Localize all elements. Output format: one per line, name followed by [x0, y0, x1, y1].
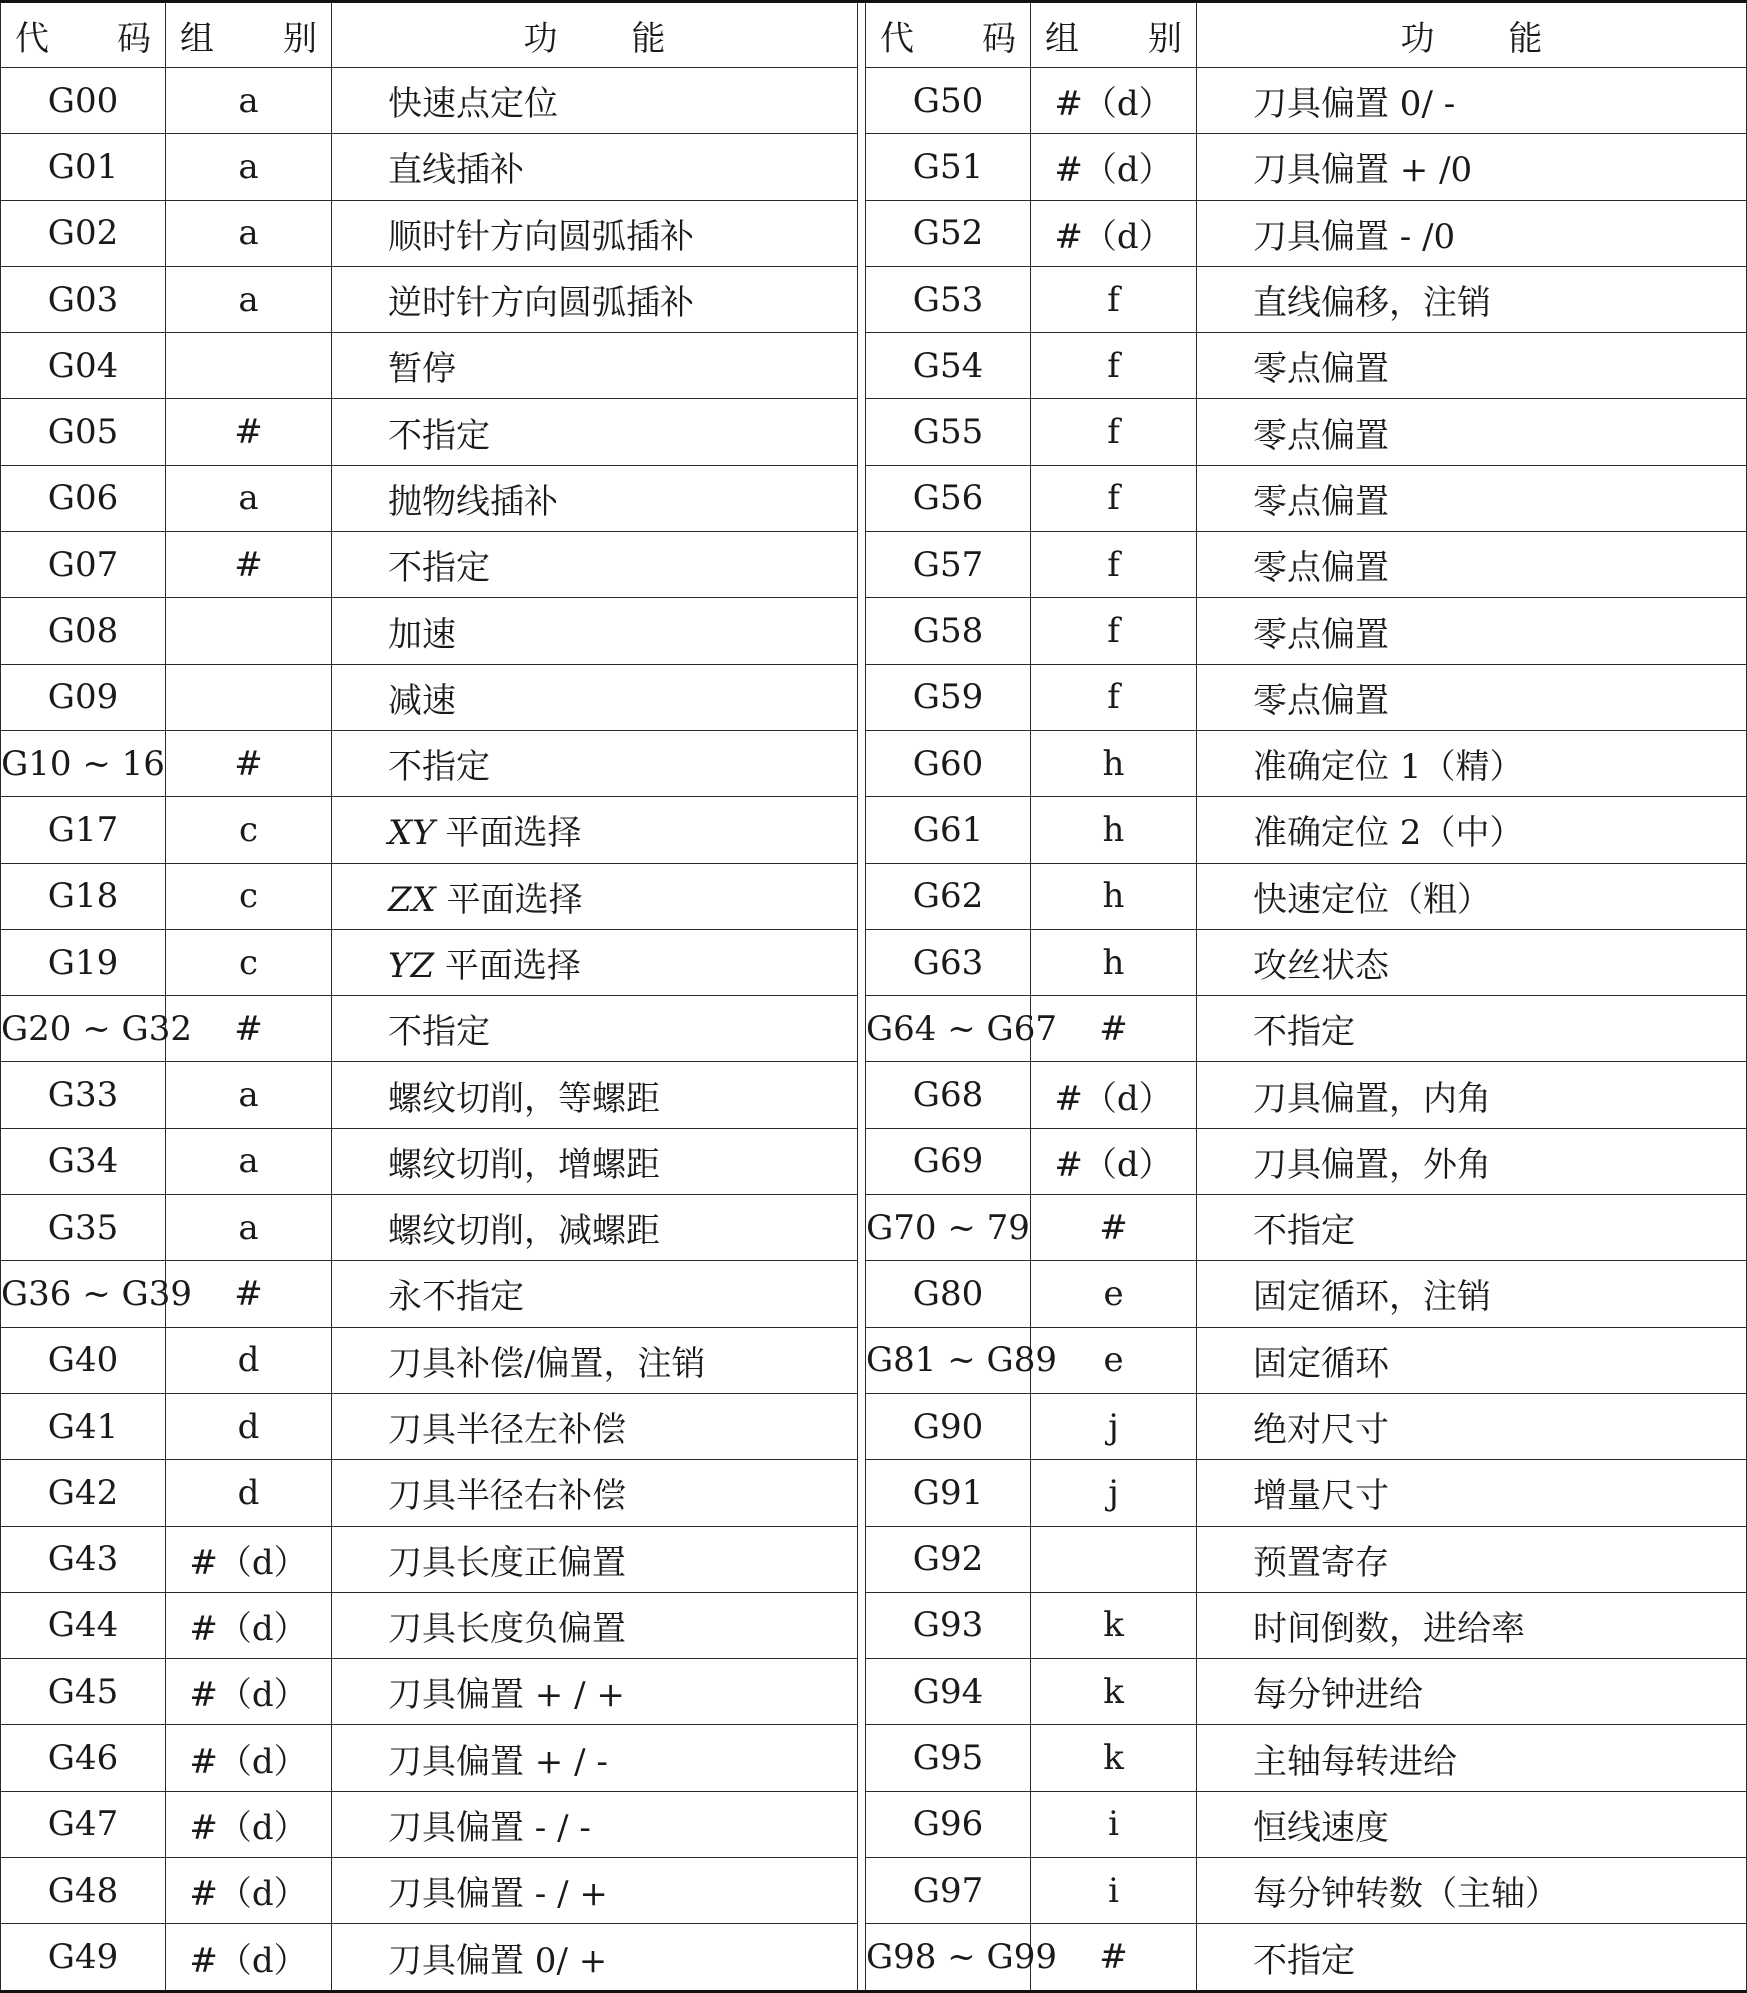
g-code-right: G57 [866, 532, 1031, 598]
header-function-right: 功 能 [1197, 2, 1747, 68]
g-code-left: G36 ~ G39 [1, 1261, 166, 1327]
function-right: 固定循环，注销 [1197, 1261, 1747, 1327]
group-left: a [166, 200, 332, 266]
g-code-left: G48 [1, 1858, 166, 1924]
group-left: #（d） [166, 1725, 332, 1791]
column-divider [858, 1460, 866, 1526]
column-divider [858, 465, 866, 531]
plane-axes: ZX [388, 879, 436, 920]
function-right: 每分钟进给 [1197, 1659, 1747, 1725]
group-right: h [1031, 929, 1197, 995]
g-code-left: G19 [1, 929, 166, 995]
function-left [332, 1062, 858, 1128]
g-code-left: G17 [1, 797, 166, 863]
function-left-text: 永不指定 [388, 1277, 524, 1318]
group-left: #（d） [166, 1659, 332, 1725]
group-left: #（d） [166, 1924, 332, 1992]
group-left: a [166, 465, 332, 531]
g-code-left: G10 ~ 16 [1, 730, 166, 796]
header-code-right: 代 码 [866, 2, 1031, 68]
column-divider [858, 1858, 866, 1924]
function-left [332, 1526, 858, 1592]
table-row [1, 68, 1747, 134]
g-code-right: G60 [866, 730, 1031, 796]
table-row [1, 532, 1747, 598]
function-right: 增量尺寸 [1197, 1460, 1747, 1526]
g-code-right: G68 [866, 1062, 1031, 1128]
group-right: # [1031, 1924, 1197, 1992]
function-right: 零点偏置 [1197, 598, 1747, 664]
g-code-left: G33 [1, 1062, 166, 1128]
function-left-text: 加速 [388, 614, 456, 655]
function-left [332, 730, 858, 796]
function-right: 不指定 [1197, 996, 1747, 1062]
table-row [1, 134, 1747, 200]
function-right: 不指定 [1197, 1924, 1747, 1992]
function-right: 零点偏置 [1197, 664, 1747, 730]
function-left-text: 刀具长度正偏置 [388, 1542, 626, 1583]
group-right: #（d） [1031, 1062, 1197, 1128]
group-right: k [1031, 1592, 1197, 1658]
group-right: j [1031, 1393, 1197, 1459]
function-left-text: 刀具半径右补偿 [388, 1476, 626, 1517]
function-left [332, 1858, 858, 1924]
function-right: 绝对尺寸 [1197, 1393, 1747, 1459]
group-left: # [166, 996, 332, 1062]
group-left: c [166, 797, 332, 863]
g-code-left: G42 [1, 1460, 166, 1526]
column-divider [858, 2, 866, 68]
g-code-left: G44 [1, 1592, 166, 1658]
function-left [332, 532, 858, 598]
function-left-text: 不指定 [388, 415, 490, 456]
g-code-right: G81 ~ G89 [866, 1327, 1031, 1393]
column-divider [858, 1195, 866, 1261]
function-right: 快速定位（粗） [1197, 863, 1747, 929]
function-left [332, 996, 858, 1062]
function-left [332, 1195, 858, 1261]
function-right: 每分钟转数（主轴） [1197, 1858, 1747, 1924]
g-code-right: G70 ~ 79 [866, 1195, 1031, 1261]
function-left-text: 刀具偏置 - / - [388, 1807, 591, 1848]
g-code-left: G47 [1, 1791, 166, 1857]
function-left [332, 797, 858, 863]
g-code-left: G34 [1, 1128, 166, 1194]
plane-axes: XY [388, 813, 435, 854]
function-right: 攻丝状态 [1197, 929, 1747, 995]
function-left-text: 直线插补 [388, 150, 524, 191]
column-divider [858, 134, 866, 200]
function-left [332, 1592, 858, 1658]
table-row [1, 1460, 1747, 1526]
group-right: f [1031, 465, 1197, 531]
g-code-right: G59 [866, 664, 1031, 730]
table-row [1, 730, 1747, 796]
table-row [1, 797, 1747, 863]
g-code-right: G94 [866, 1659, 1031, 1725]
header-function-left: 功 能 [332, 2, 858, 68]
function-left-text: 减速 [388, 680, 456, 721]
function-right: 刀具偏置，内角 [1197, 1062, 1747, 1128]
group-right: e [1031, 1261, 1197, 1327]
function-left [332, 1924, 858, 1992]
table-row [1, 1924, 1747, 1992]
g-code-left: G46 [1, 1725, 166, 1791]
plane-axes: YZ [388, 946, 435, 986]
column-divider [858, 1526, 866, 1592]
column-divider [858, 1393, 866, 1459]
group-left: #（d） [166, 1526, 332, 1592]
group-right: h [1031, 797, 1197, 863]
g-code-left: G04 [1, 333, 166, 399]
function-left [332, 200, 858, 266]
g-code-right: G97 [866, 1858, 1031, 1924]
group-left: c [166, 929, 332, 995]
function-right: 刀具偏置 + /0 [1197, 134, 1747, 200]
group-left [166, 598, 332, 664]
g-code-left: G05 [1, 399, 166, 465]
group-left: d [166, 1393, 332, 1459]
group-left: a [166, 134, 332, 200]
function-left-text: 不指定 [388, 1012, 490, 1053]
g-code-right: G62 [866, 863, 1031, 929]
table-row [1, 1858, 1747, 1924]
table-row [1, 266, 1747, 332]
g-code-right: G90 [866, 1393, 1031, 1459]
table-row [1, 996, 1747, 1062]
column-divider [858, 730, 866, 796]
function-left [332, 68, 858, 134]
g-code-left: G45 [1, 1659, 166, 1725]
g-code-right: G58 [866, 598, 1031, 664]
function-left-text: 螺纹切削，减螺距 [388, 1211, 660, 1252]
table-row [1, 399, 1747, 465]
function-right: 时间倒数，进给率 [1197, 1592, 1747, 1658]
function-right: 主轴每转进给 [1197, 1725, 1747, 1791]
function-left-text: 平面选择 [445, 813, 582, 854]
g-code-right: G53 [866, 266, 1031, 332]
column-divider [858, 1261, 866, 1327]
g-code-left: G02 [1, 200, 166, 266]
column-divider [858, 1725, 866, 1791]
header-row [1, 2, 1747, 68]
column-divider [858, 664, 866, 730]
group-left: a [166, 266, 332, 332]
column-divider [858, 929, 866, 995]
table-row [1, 1592, 1747, 1658]
group-right: # [1031, 996, 1197, 1062]
g-code-left: G00 [1, 68, 166, 134]
function-left-text: 快速点定位 [388, 84, 558, 125]
g-code-left: G07 [1, 532, 166, 598]
group-left: #（d） [166, 1791, 332, 1857]
function-left-text: 刀具偏置 + / - [388, 1741, 608, 1782]
function-left-text: 刀具半径左补偿 [388, 1410, 626, 1451]
function-left [332, 1460, 858, 1526]
group-right: j [1031, 1460, 1197, 1526]
g-code-right: G54 [866, 333, 1031, 399]
function-left [332, 1261, 858, 1327]
table-row [1, 1261, 1747, 1327]
g-code-right: G61 [866, 797, 1031, 863]
function-left-text: 刀具偏置 + / + [388, 1675, 625, 1716]
function-left-text: 平面选择 [446, 879, 583, 920]
g-code-left: G49 [1, 1924, 166, 1992]
function-left [332, 1393, 858, 1459]
function-right: 刀具偏置，外角 [1197, 1128, 1747, 1194]
g-code-right: G52 [866, 200, 1031, 266]
group-right: f [1031, 399, 1197, 465]
column-divider [858, 1128, 866, 1194]
g-code-left: G18 [1, 863, 166, 929]
table-row [1, 1393, 1747, 1459]
group-right: # [1031, 1195, 1197, 1261]
function-right: 零点偏置 [1197, 465, 1747, 531]
function-right: 恒线速度 [1197, 1791, 1747, 1857]
column-divider [858, 532, 866, 598]
function-left-text: 不指定 [388, 747, 490, 788]
function-left [332, 1725, 858, 1791]
group-right: #（d） [1031, 200, 1197, 266]
function-left [332, 266, 858, 332]
group-left: a [166, 68, 332, 134]
g-code-left: G09 [1, 664, 166, 730]
group-right: f [1031, 532, 1197, 598]
g-code-right: G92 [866, 1526, 1031, 1592]
g-code-right: G98 ~ G99 [866, 1924, 1031, 1992]
g-code-right: G50 [866, 68, 1031, 134]
group-right: f [1031, 333, 1197, 399]
function-left-text: 刀具偏置 - / + [388, 1874, 608, 1915]
group-left: #（d） [166, 1858, 332, 1924]
function-left [332, 664, 858, 730]
function-left-text: 抛物线插补 [388, 481, 558, 522]
function-left [332, 333, 858, 399]
group-right: #（d） [1031, 1128, 1197, 1194]
column-divider [858, 1592, 866, 1658]
group-left: d [166, 1327, 332, 1393]
group-right: i [1031, 1791, 1197, 1857]
table-row [1, 863, 1747, 929]
function-left-text: 刀具补偿/偏置，注销 [388, 1343, 706, 1384]
group-left: # [166, 399, 332, 465]
group-left [166, 333, 332, 399]
function-right: 直线偏移，注销 [1197, 266, 1747, 332]
column-divider [858, 1659, 866, 1725]
function-right: 刀具偏置 - /0 [1197, 200, 1747, 266]
group-right: e [1031, 1327, 1197, 1393]
g-code-left: G41 [1, 1393, 166, 1459]
function-left [332, 1327, 858, 1393]
function-left [332, 929, 858, 995]
column-divider [858, 1327, 866, 1393]
function-left [332, 465, 858, 531]
group-right: f [1031, 598, 1197, 664]
column-divider [858, 266, 866, 332]
g-code-right: G95 [866, 1725, 1031, 1791]
group-left [166, 664, 332, 730]
function-right: 准确定位 2（中） [1197, 797, 1747, 863]
g-code-left: G35 [1, 1195, 166, 1261]
function-left-text: 逆时针方向圆弧插补 [388, 283, 694, 324]
group-left: d [166, 1460, 332, 1526]
function-left-text: 顺时针方向圆弧插补 [388, 216, 694, 257]
group-left: c [166, 863, 332, 929]
g-code-right: G80 [866, 1261, 1031, 1327]
column-divider [858, 598, 866, 664]
function-left-text: 刀具偏置 0/ + [388, 1940, 608, 1981]
function-right: 不指定 [1197, 1195, 1747, 1261]
table-row [1, 1791, 1747, 1857]
g-code-left: G03 [1, 266, 166, 332]
g-code-right: G51 [866, 134, 1031, 200]
table-row [1, 1195, 1747, 1261]
group-left: #（d） [166, 1592, 332, 1658]
table-row [1, 1062, 1747, 1128]
function-left [332, 134, 858, 200]
function-right: 预置寄存 [1197, 1526, 1747, 1592]
group-right: k [1031, 1725, 1197, 1791]
table-row [1, 1327, 1747, 1393]
group-right [1031, 1526, 1197, 1592]
group-left: a [166, 1195, 332, 1261]
g-code-left: G20 ~ G32 [1, 996, 166, 1062]
group-right: i [1031, 1858, 1197, 1924]
g-code-right: G91 [866, 1460, 1031, 1526]
g-code-right: G93 [866, 1592, 1031, 1658]
column-divider [858, 399, 866, 465]
function-left-text: 暂停 [388, 349, 456, 390]
g-code-right: G63 [866, 929, 1031, 995]
function-right: 零点偏置 [1197, 399, 1747, 465]
g-code-left: G06 [1, 465, 166, 531]
column-divider [858, 797, 866, 863]
function-left [332, 1791, 858, 1857]
function-right: 零点偏置 [1197, 333, 1747, 399]
function-right: 固定循环 [1197, 1327, 1747, 1393]
group-left: # [166, 730, 332, 796]
header-group-left: 组 别 [166, 2, 332, 68]
table-row [1, 1128, 1747, 1194]
group-left: a [166, 1128, 332, 1194]
table-row [1, 1725, 1747, 1791]
function-left-text: 刀具长度负偏置 [388, 1608, 626, 1649]
table-row [1, 333, 1747, 399]
g-code-left: G43 [1, 1526, 166, 1592]
column-divider [858, 333, 866, 399]
column-divider [858, 1062, 866, 1128]
function-left [332, 399, 858, 465]
function-left-text: 不指定 [388, 548, 490, 589]
function-left [332, 863, 858, 929]
table-row [1, 929, 1747, 995]
function-right: 刀具偏置 0/ - [1197, 68, 1747, 134]
g-code-right: G64 ~ G67 [866, 996, 1031, 1062]
table-row [1, 664, 1747, 730]
function-left [332, 1659, 858, 1725]
g-code-left: G08 [1, 598, 166, 664]
function-left-text: 螺纹切削，等螺距 [388, 1078, 660, 1119]
table-row [1, 200, 1747, 266]
column-divider [858, 200, 866, 266]
table-row [1, 1526, 1747, 1592]
function-right: 零点偏置 [1197, 532, 1747, 598]
table-body [1, 68, 1747, 1992]
group-left: # [166, 1261, 332, 1327]
column-divider [858, 68, 866, 134]
column-divider [858, 1924, 866, 1992]
group-right: #（d） [1031, 134, 1197, 200]
group-left: a [166, 1062, 332, 1128]
column-divider [858, 1791, 866, 1857]
g-code-left: G01 [1, 134, 166, 200]
group-right: k [1031, 1659, 1197, 1725]
group-left: # [166, 532, 332, 598]
group-right: h [1031, 863, 1197, 929]
group-right: f [1031, 266, 1197, 332]
header-group-right: 组 别 [1031, 2, 1197, 68]
function-left-text: 平面选择 [444, 946, 581, 986]
header-code-left: 代 码 [1, 2, 166, 68]
g-code-right: G56 [866, 465, 1031, 531]
table-row [1, 598, 1747, 664]
group-right: #（d） [1031, 68, 1197, 134]
g-code-right: G96 [866, 1791, 1031, 1857]
g-code-right: G69 [866, 1128, 1031, 1194]
table-row [1, 465, 1747, 531]
function-right: 准确定位 1（精） [1197, 730, 1747, 796]
group-right: h [1031, 730, 1197, 796]
column-divider [858, 996, 866, 1062]
g-code-right: G55 [866, 399, 1031, 465]
function-left [332, 598, 858, 664]
function-left-text: 螺纹切削，增螺距 [388, 1144, 660, 1185]
table-row [1, 1659, 1747, 1725]
function-left [332, 1128, 858, 1194]
g-code-left: G40 [1, 1327, 166, 1393]
group-right: f [1031, 664, 1197, 730]
column-divider [858, 863, 866, 929]
